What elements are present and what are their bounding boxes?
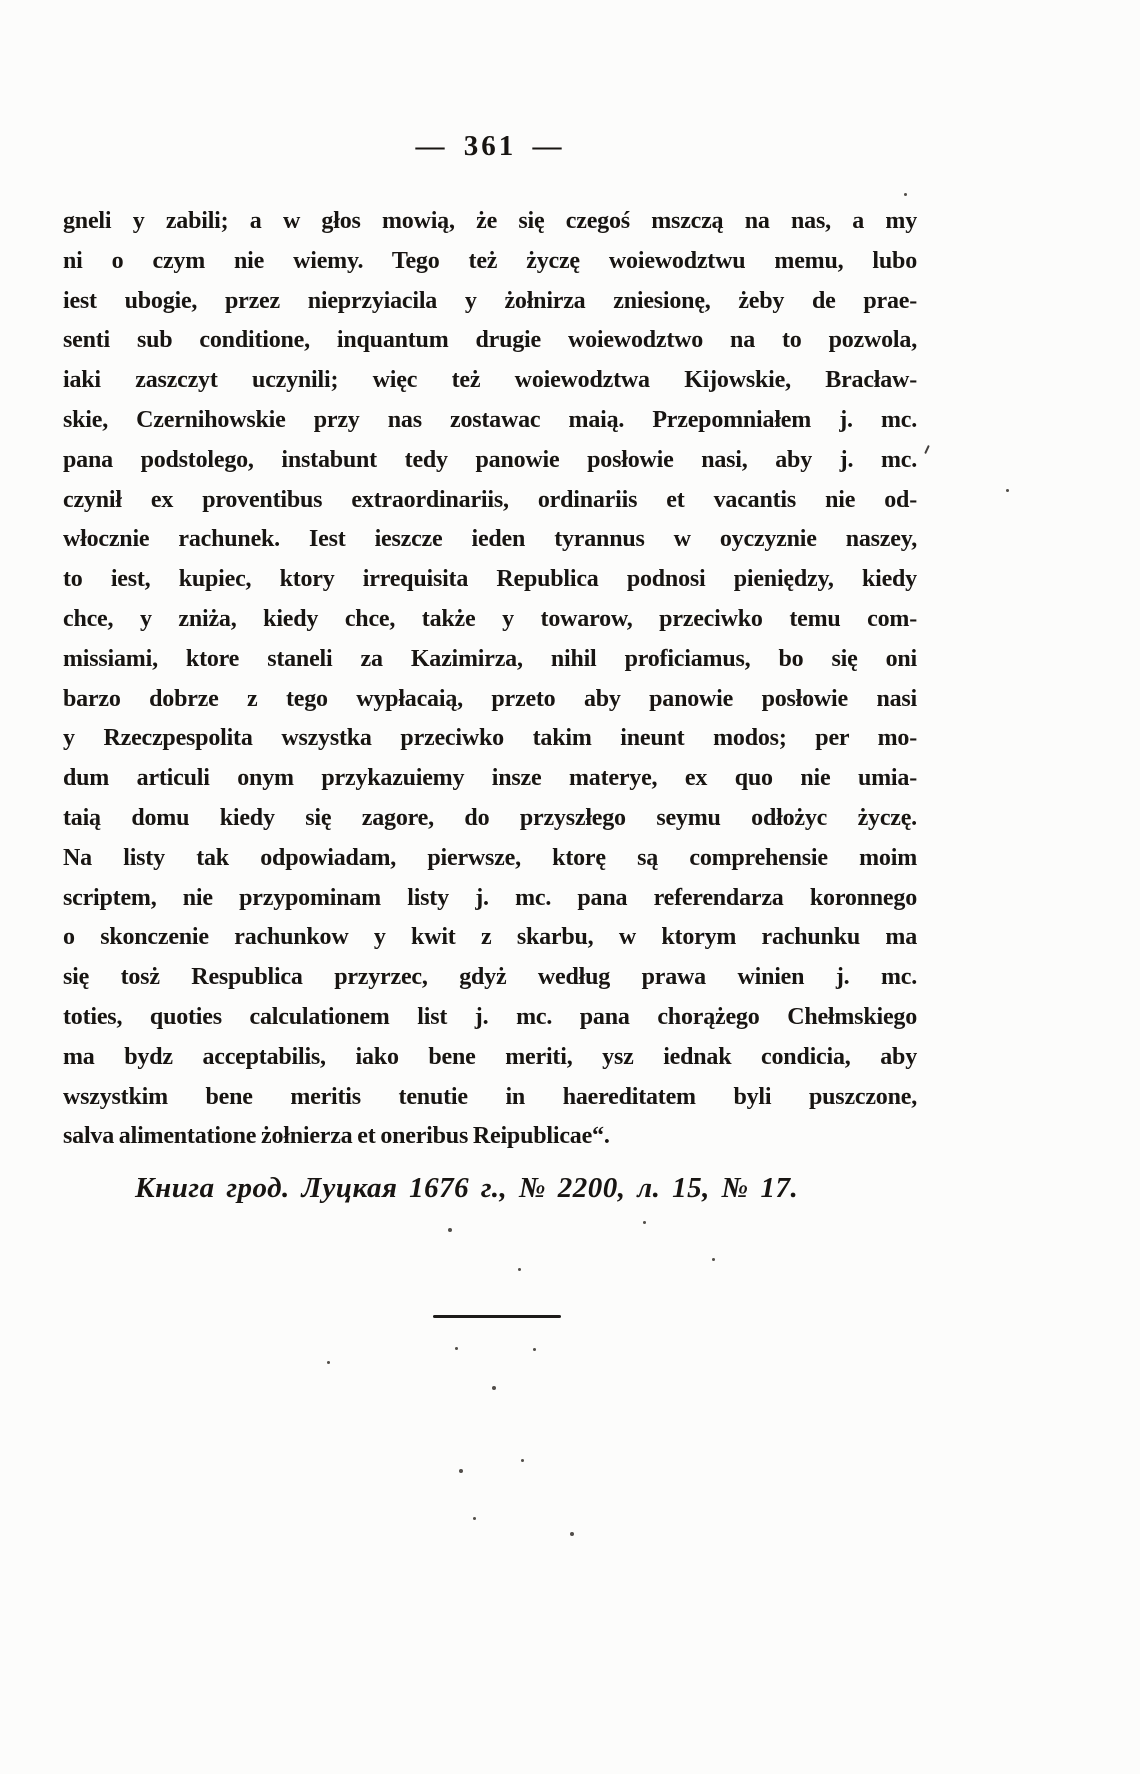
text-line: toties, quoties calculationem list j. mc. pana chorążego Chełmskiego bbox=[63, 1003, 917, 1030]
text-line: barzo dobrze z tego wypłacaią, przeto aby panowie posłowie nasi bbox=[63, 685, 917, 712]
text-line: czynił ex proventibus extraordinariis, ordinariis et vacantis nie od- bbox=[63, 486, 917, 513]
body-text bbox=[63, 202, 917, 1157]
scan-speck bbox=[904, 193, 907, 196]
scan-speck bbox=[455, 1347, 458, 1350]
page-number: — 361 — bbox=[415, 130, 565, 162]
scan-speck bbox=[448, 1228, 452, 1232]
scan-speck bbox=[643, 1221, 646, 1224]
text-line: y Rzeczpespolita wszystka przeciwko takim ineunt modos; per mo- bbox=[63, 725, 917, 752]
text-line: Na listy tak odpowiadam, pierwsze, ktorę są comprehensie moim bbox=[63, 844, 917, 871]
scan-speck bbox=[533, 1348, 536, 1351]
text-line: senti sub conditione, inquantum drugie woiewodztwo na to pozwola, bbox=[63, 327, 917, 354]
text-line: taią domu kiedy się zagore, do przyszłego seymu odłożyc życzę. bbox=[63, 804, 917, 831]
text-line: missiami, ktore staneli za Kazimirza, nihil proficiamus, bo się oni bbox=[63, 645, 917, 672]
scan-speck bbox=[473, 1517, 476, 1520]
text-line: scriptem, nie przypominam listy j. mc. pana referendarza koronnego bbox=[63, 884, 917, 911]
text-line: iest ubogie, przez nieprzyiacila y żołnirza zniesionę, żeby de prae- bbox=[63, 287, 917, 314]
scan-speck bbox=[712, 1258, 715, 1261]
text-line: dum articuli onym przykazuiemy insze materye, ex quo nie umia- bbox=[63, 765, 917, 792]
text-line: skie, Czernihowskie przy nas zostawac maią. Przepomniałem j. mc. bbox=[63, 406, 917, 433]
text-line: o skonczenie rachunkow y kwit z skarbu, w ktorym rachunku ma bbox=[63, 924, 917, 951]
scan-speck bbox=[327, 1361, 330, 1364]
text-line: chce, y zniża, kiedy chce, także y towarow, przeciwko temu com- bbox=[63, 605, 917, 632]
scan-speck bbox=[521, 1459, 524, 1462]
source-citation: Книга грод. Луцкая 1676 г., № 2200, л. 15, № 17. bbox=[135, 1172, 799, 1204]
text-line: włocznie rachunek. Iest ieszcze ieden tyrannus w oyczyznie naszey, bbox=[63, 526, 917, 553]
section-divider-rule bbox=[433, 1315, 561, 1318]
text-line: się tosż Respublica przyrzec, gdyż według prawa winien j. mc. bbox=[63, 964, 917, 991]
text-line: salva alimentatione żołnierza et oneribus Reipublicae“. bbox=[63, 1123, 610, 1150]
scan-speck bbox=[570, 1532, 574, 1536]
text-line: pana podstolego, instabunt tedy panowie posłowie nasi, aby j. mc. bbox=[63, 446, 917, 473]
scan-speck bbox=[1006, 489, 1009, 492]
scan-speck bbox=[459, 1469, 463, 1473]
text-line: ma bydz acceptabilis, iako bene meriti, ysz iednak condicia, aby bbox=[63, 1043, 917, 1070]
scan-speck bbox=[518, 1268, 521, 1271]
scan-speck bbox=[924, 445, 930, 454]
text-line: wszystkim bene meritis tenutie in haereditatem byli puszczone, bbox=[63, 1083, 917, 1110]
text-line: ni o czym nie wiemy. Tego też życzę woiewodztwu memu, lubo bbox=[63, 247, 917, 274]
text-line: to iest, kupiec, ktory irrequisita Republica podnosi pieniędzy, kiedy bbox=[63, 566, 917, 593]
text-line: gneli y zabili; a w głos mowią, że się czegoś mszczą na nas, a my bbox=[63, 208, 917, 234]
scan-speck bbox=[492, 1386, 496, 1390]
text-line: iaki zaszczyt uczynili; więc też woiewodztwa Kijowskie, Bracław- bbox=[63, 367, 917, 394]
